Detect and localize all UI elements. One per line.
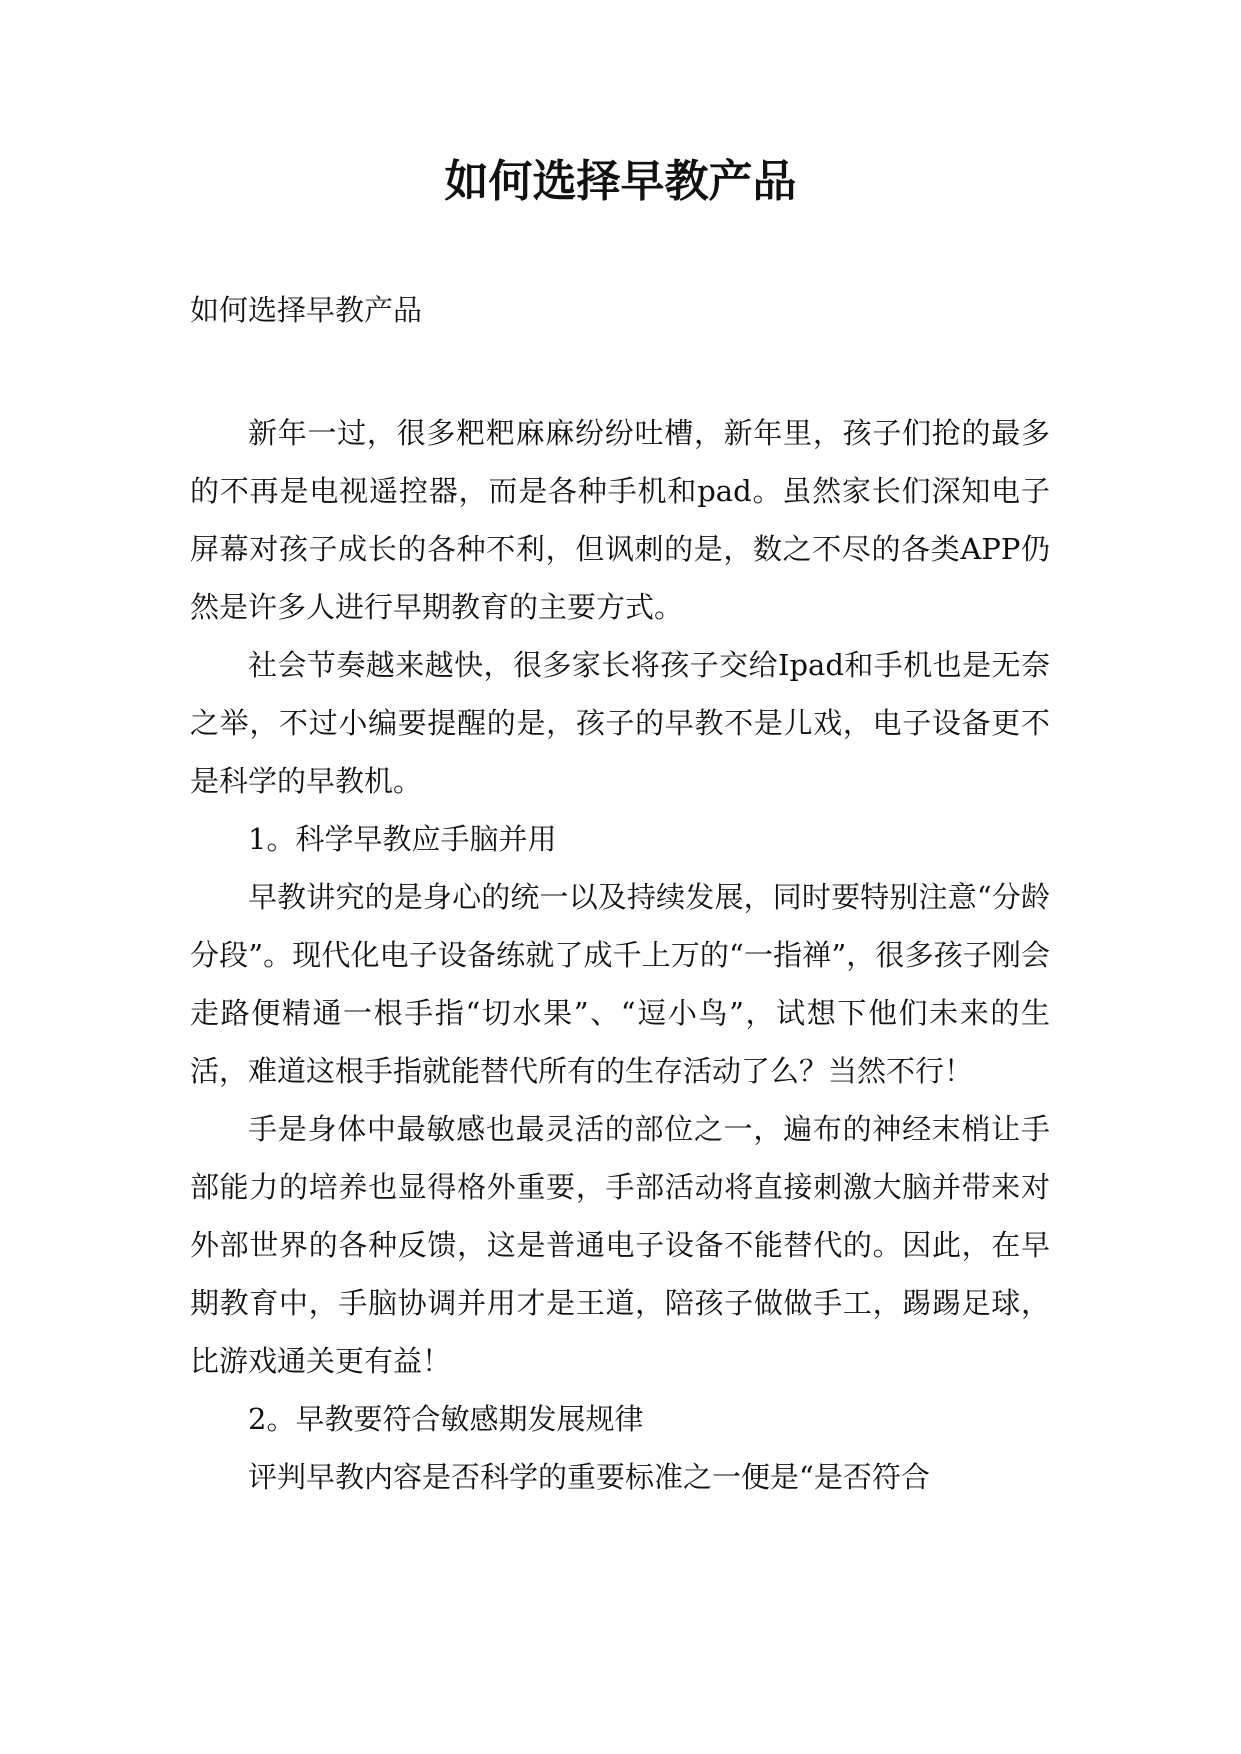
document-title: 如何选择早教产品 xyxy=(444,156,797,207)
paragraph-evaluation: 评判早教内容是否科学的重要标准之一便是“是否符合 xyxy=(248,1460,930,1494)
paragraph-early-education: 早教讲究的是身心的统一以及持续发展，同时要特别注意“分龄分段”。现代化电子设备练就了成千上万的“一指禅”，很多孩子刚会走路便精通一根手指“切水果”、“逗小鸟”，试想下他们未来的生活，难道这根手指就能替代所有的生存活动了么？当然不行！ xyxy=(190,880,1050,1088)
section-heading-2: 2。早教要符合敏感期发展规律 xyxy=(248,1402,644,1436)
paragraph-intro: 新年一过，很多粑粑麻麻纷纷吐槽，新年里，孩子们抢的最多的不再是电视遥控器，而是各种手机和pad。虽然家长们深知电子屏幕对孩子成长的各种不利，但讽刺的是，数之不尽的各类APP仍然是许多人进行早期教育的主要方式。 xyxy=(190,416,1050,624)
document-subtitle: 如何选择早教产品 xyxy=(190,293,423,327)
paragraph-society: 社会节奏越来越快，很多家长将孩子交给Ipad和手机也是无奈之举，不过小编要提醒的是，孩子的早教不是儿戏，电子设备更不是科学的早教机。 xyxy=(190,648,1050,798)
section-heading-1: 1。科学早教应手脑并用 xyxy=(248,822,557,856)
paragraph-hands: 手是身体中最敏感也最灵活的部位之一，遍布的神经末梢让手部能力的培养也显得格外重要，手部活动将直接刺激大脑并带来对外部世界的各种反馈，这是普通电子设备不能替代的。因此，在早期教育中，手脑协调并用才是王道，陪孩子做做手工，踢踢足球，比游戏通关更有益！ xyxy=(190,1112,1050,1378)
document-body xyxy=(190,404,1050,1506)
